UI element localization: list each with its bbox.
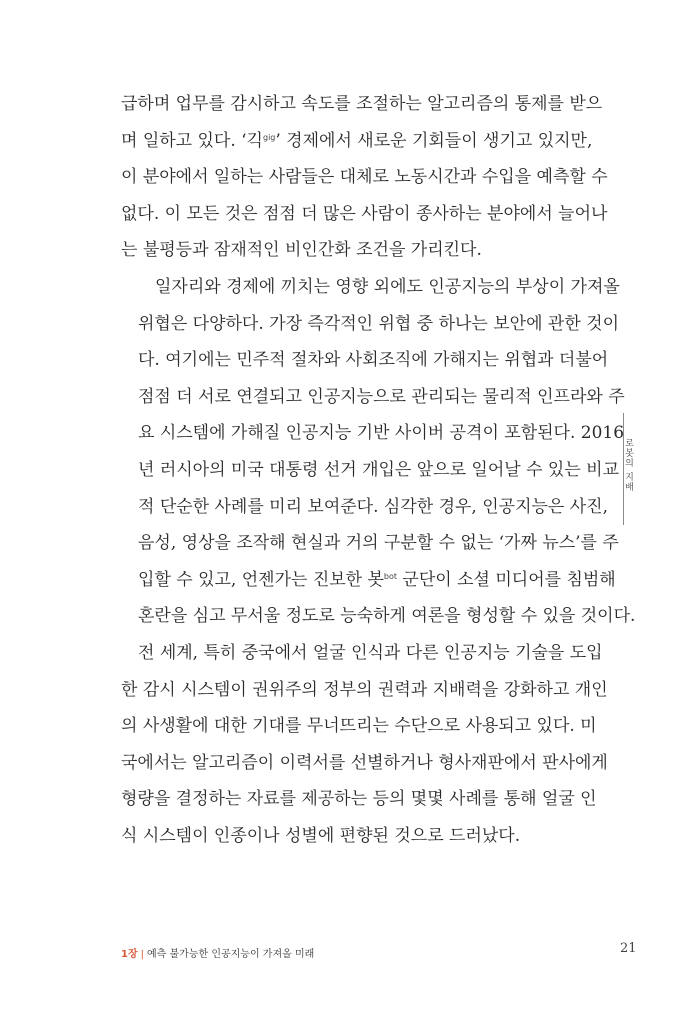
text-line: 는 불평등과 잠재적인 비인간화 조건을 가리킨다. [121,240,482,261]
gloss-bot: bot [383,571,398,581]
text-line: 일자리와 경제에 끼치는 영향 외에도 인공지능의 부상이 가져올 [155,276,620,297]
text-line: 다. 여기에는 민주적 절차와 사회조직에 가해지는 위협과 더불어 [138,350,609,371]
running-footer [121,945,314,960]
text-line: 혼란을 심고 무서울 정도로 능숙하게 여론을 형성할 수 있을 것이다. [138,606,636,627]
text-line: 음성, 영상을 조작해 현실과 거의 구분할 수 없는 ‘가짜 뉴스’를 주 [138,533,619,554]
text-fragment: ’ 경제에서 새로운 기회들이 생기고 있지만, [275,130,593,151]
footer-separator: | [140,949,144,960]
text-line: 국에서는 알고리즘이 이력서를 선별하거나 형사재판에서 판사에게 [121,752,608,773]
text-line: 점점 더 서로 연결되고 인공지능으로 관리되는 물리적 인프라와 주 [138,386,625,407]
text-line: 년 러시아의 미국 대통령 선거 개입은 앞으로 일어날 수 있는 비교 [138,459,620,480]
text-line: 형량을 결정하는 자료를 제공하는 등의 몇몇 사례를 통해 얼굴 인 [121,789,597,810]
page-number: 21 [620,941,637,956]
text-line: 이 분야에서 일하는 사람들은 대체로 노동시간과 수입을 예측할 수 [121,167,608,188]
text-line: 식 시스템이 인종이나 성별에 편향된 것으로 드러났다. [121,825,521,846]
paragraph-1 [121,86,608,269]
text-line: 전 세계, 특히 중국에서 얼굴 인식과 다른 인공지능 기술을 도입 [138,642,603,663]
text-line [121,123,591,160]
text-line: 한 감시 시스템이 권위주의 정부의 권력과 지배력을 강화하고 개인 [121,679,608,700]
text-fragment: 군단이 소셜 미디어를 침범해 [397,569,616,590]
text-line: 위협은 다양하다. 가장 즉각적인 위협 중 하나는 보안에 관한 것이 [138,313,620,334]
text-fragment: 며 일하고 있다. ‘긱 [121,130,263,151]
text-line: 급하며 업무를 감시하고 속도를 조절하는 알고리즘의 통제를 받으 [121,94,603,114]
footer-title: 예측 불가능한 인공지능이 가져올 미래 [147,949,315,960]
text-line: 없다. 이 모든 것은 점점 더 많은 사람이 종사하는 분야에서 늘어나 [121,203,608,224]
paragraph-3 [121,635,608,855]
text-line: 요 시스템에 가해질 인공지능 기반 사이버 공격이 포함된다. 2016 [138,423,625,444]
text-fragment: 입할 수 있고, 언젠가는 진보한 봇 [138,569,384,590]
text-line: 적 단순한 사례를 미리 보여준다. 심각한 경우, 인공지능은 사진, [138,496,608,517]
text-line: 의 사생활에 대한 기대를 무너뜨리는 수단으로 사용되고 있다. 미 [121,716,597,737]
footer-chapter: 1장 [121,949,138,960]
text-line [121,562,616,599]
gloss-gig: gig [262,132,276,142]
side-tab-label: 로봇의 지배 [623,438,633,492]
